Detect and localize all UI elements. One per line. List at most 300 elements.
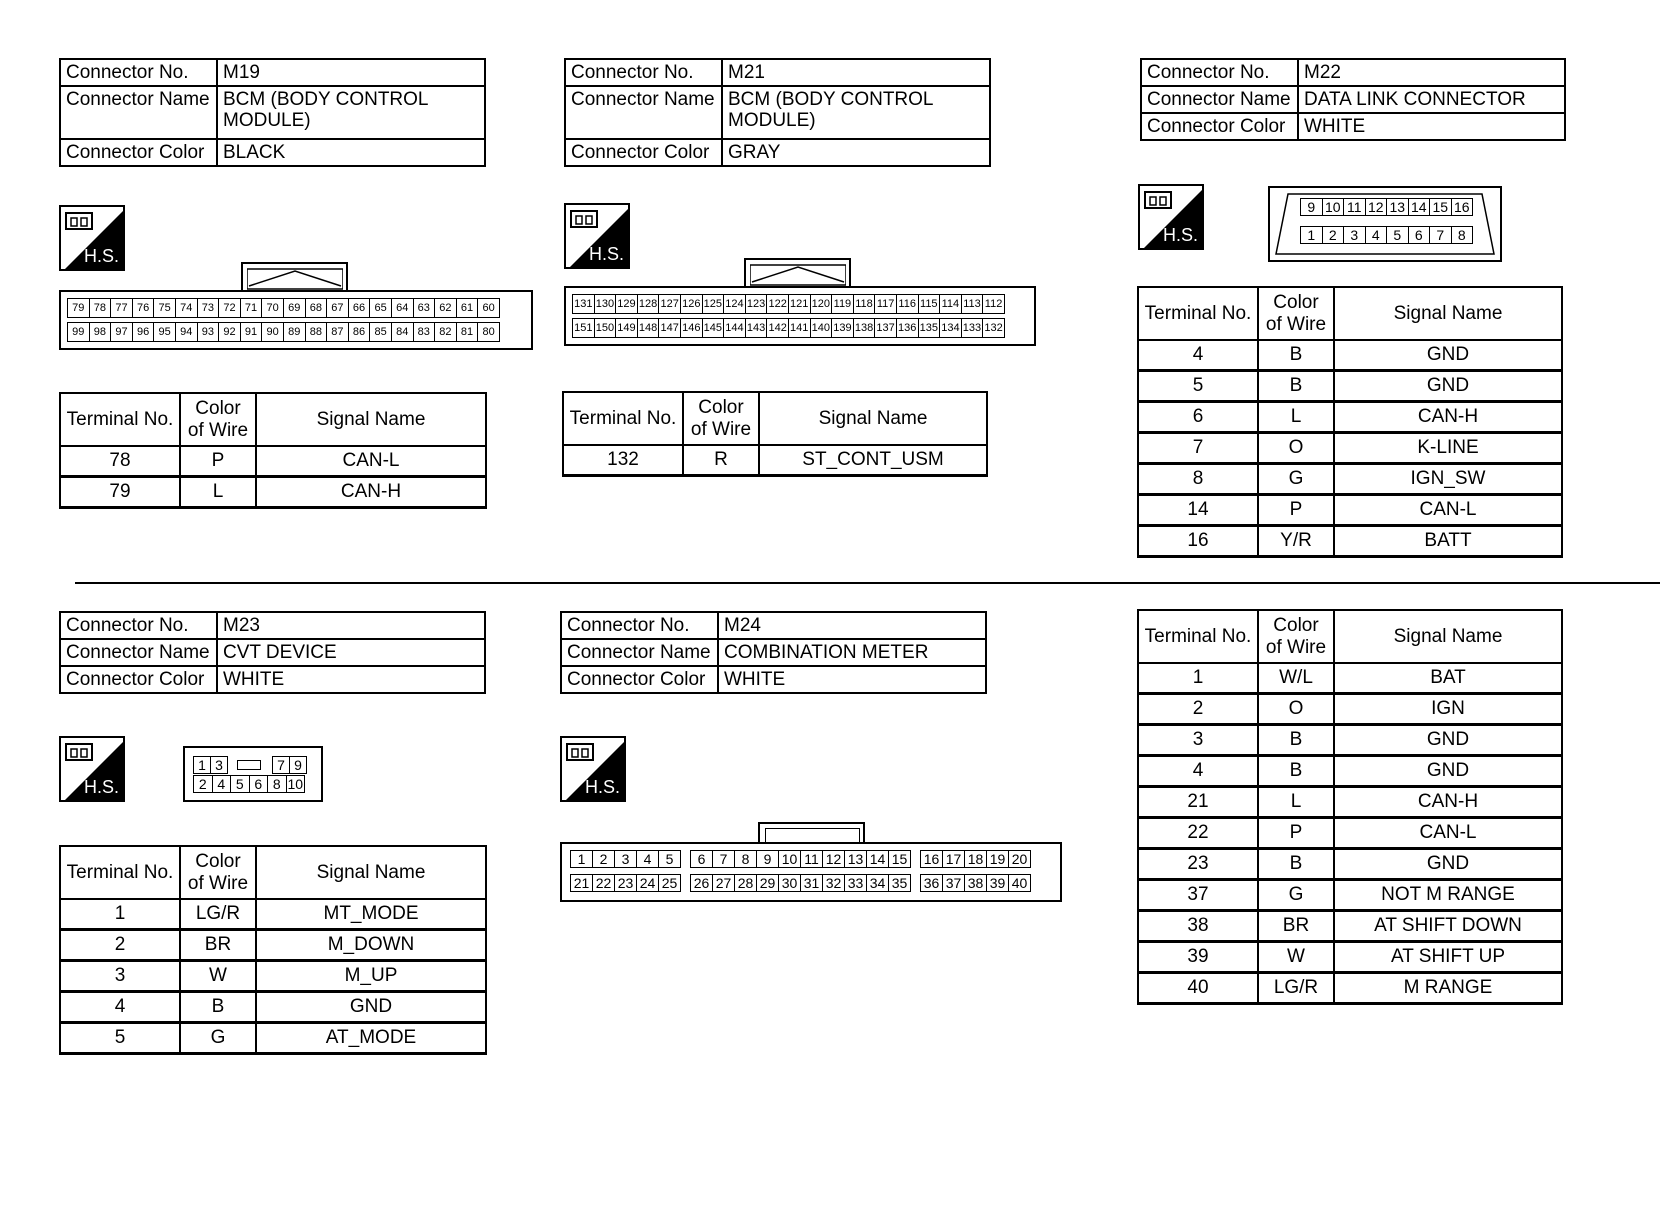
pin: 13 [1386,198,1409,216]
table-row [60,1023,486,1054]
pin: 120 [810,294,833,314]
pin: 116 [896,294,919,314]
signal-name-cell: M RANGE [1334,973,1562,1004]
terminal-no-cell: 39 [1138,942,1258,973]
wire-color-cell: LG/R [180,899,256,930]
pin: 78 [89,298,112,318]
terminal-no-cell: 132 [563,445,683,476]
connector-color-label: Connector Color [60,139,217,166]
pin: 139 [831,318,854,338]
pin: 94 [175,322,198,342]
table-row [1138,725,1562,756]
connector-color-value: BLACK [217,139,485,166]
table-row [1138,787,1562,818]
pin: 86 [348,322,371,342]
wire-color-cell: L [1258,402,1334,433]
harness-side-icon [560,736,626,802]
wire-color-cell: B [1258,340,1334,371]
pin: 149 [615,318,638,338]
connector-name-label: Connector Name [1141,86,1298,113]
pin: 37 [942,874,965,892]
harness-side-icon [59,205,125,271]
pin: 119 [831,294,854,314]
table-row [1138,402,1562,433]
table-row [1138,849,1562,880]
pin: 7 [712,850,735,868]
pin: 5 [230,775,250,793]
signal-name-cell: CAN-H [1334,787,1562,818]
table-row [1138,911,1562,942]
pin: 145 [702,318,725,338]
terminal-no-cell: 4 [1138,756,1258,787]
pin: 61 [456,298,479,318]
terminal-no-cell: 6 [1138,402,1258,433]
pin: 90 [261,322,284,342]
pin: 64 [391,298,414,318]
pin: 11 [800,850,823,868]
wire-color-cell: G [180,1023,256,1054]
connector-color-label: Connector Color [561,666,718,693]
table-row [60,992,486,1023]
connector-name-value: COMBINATION METER [718,639,986,666]
pin: 36 [920,874,943,892]
connector-info-m23 [59,611,486,694]
table-row [1138,340,1562,371]
pin: 135 [918,318,941,338]
pin: 19 [986,850,1009,868]
pin: 138 [853,318,876,338]
wire-color-cell: G [1258,880,1334,911]
wire-color-cell: BR [1258,911,1334,942]
pin: 23 [614,874,637,892]
signal-name-header: Signal Name [759,392,987,445]
connector-info-m19 [59,58,486,167]
pin: 88 [305,322,328,342]
table-row [1138,942,1562,973]
signal-name-cell: M_UP [256,961,486,992]
pin-row-bottom [570,874,1030,892]
pin: 83 [413,322,436,342]
pin: 115 [918,294,941,314]
wire-color-cell: W/L [1258,663,1334,694]
signal-name-cell: M_DOWN [256,930,486,961]
table-row [1138,464,1562,495]
connector-no-label: Connector No. [60,59,217,86]
signal-name-cell: GND [1334,340,1562,371]
pin: 9 [756,850,779,868]
pin: 25 [658,874,681,892]
pin: 10 [1322,198,1345,216]
signal-name-cell: MT_MODE [256,899,486,930]
pin: 124 [723,294,746,314]
wire-color-cell: BR [180,930,256,961]
pin: 74 [175,298,198,318]
pin: 146 [680,318,703,338]
terminal-no-cell: 38 [1138,911,1258,942]
wire-color-cell: O [1258,433,1334,464]
pin: 11 [1343,198,1366,216]
wire-color-cell: B [1258,756,1334,787]
pin-row-top [193,756,306,774]
pin: 3 [1343,226,1366,244]
pin: 9 [1300,198,1323,216]
table-row [1138,694,1562,725]
pin: 18 [964,850,987,868]
pin: 72 [218,298,241,318]
pin: 81 [456,322,479,342]
pin: 87 [326,322,349,342]
terminal-table-m21 [562,391,988,477]
pin: 17 [942,850,965,868]
table-row [60,961,486,992]
pin: 148 [637,318,660,338]
pin: 70 [261,298,284,318]
pin: 137 [874,318,897,338]
pin: 118 [853,294,876,314]
terminal-no-cell: 23 [1138,849,1258,880]
pin: 68 [305,298,328,318]
connector-no-label: Connector No. [561,612,718,639]
pin: 29 [756,874,779,892]
pin: 85 [369,322,392,342]
signal-name-cell: GND [1334,371,1562,402]
signal-name-cell: AT_MODE [256,1023,486,1054]
connector-color-value: GRAY [722,139,990,166]
pin: 150 [594,318,617,338]
harness-side-icon [59,736,125,802]
pin: 142 [766,318,789,338]
pin: 5 [1386,226,1409,244]
wire-color-cell: Y/R [1258,526,1334,557]
terminal-no-header: Terminal No. [60,846,180,899]
signal-name-cell: NOT M RANGE [1334,880,1562,911]
pin: 6 [690,850,713,868]
pin: 28 [734,874,757,892]
section-divider [75,582,1660,584]
connector-no-value: M24 [718,612,986,639]
connector-info-m24 [560,611,987,694]
terminal-table-m23 [59,845,487,1055]
table-row [1138,880,1562,911]
table-row [60,446,486,477]
wire-color-cell: L [180,477,256,508]
pin: 9 [289,756,307,774]
wire-color-cell: G [1258,464,1334,495]
connector-name-label: Connector Name [561,639,718,666]
pin: 20 [1008,850,1031,868]
pin: 98 [89,322,112,342]
pin: 93 [197,322,220,342]
connector-no-value: M23 [217,612,485,639]
terminal-no-cell: 4 [1138,340,1258,371]
connector-color-value: WHITE [217,666,485,693]
table-row [1138,663,1562,694]
terminal-no-cell: 21 [1138,787,1258,818]
terminal-no-cell: 40 [1138,973,1258,1004]
signal-name-cell: GND [256,992,486,1023]
pin: 8 [734,850,757,868]
harness-side-icon [564,203,630,269]
table-row [1138,495,1562,526]
terminal-no-cell: 37 [1138,880,1258,911]
signal-name-header: Signal Name [1334,287,1562,340]
table-row [60,899,486,930]
pin: 77 [110,298,133,318]
connector-no-value: M21 [722,59,990,86]
terminal-no-cell: 8 [1138,464,1258,495]
pin-row-top [1300,198,1472,216]
terminal-no-header: Terminal No. [60,393,180,446]
pin-row-top [67,298,499,318]
pin: 4 [1365,226,1388,244]
table-row [60,477,486,508]
pin: 62 [434,298,457,318]
pin: 39 [986,874,1009,892]
pin: 130 [594,294,617,314]
terminal-no-cell: 7 [1138,433,1258,464]
signal-name-cell: CAN-L [1334,495,1562,526]
pin: 2 [592,850,615,868]
pin: 12 [1365,198,1388,216]
pin: 30 [778,874,801,892]
wire-color-cell: W [1258,942,1334,973]
terminal-no-header: Terminal No. [563,392,683,445]
pin: 3 [210,756,228,774]
pin: 80 [477,322,500,342]
table-row [60,930,486,961]
pin: 140 [810,318,833,338]
pin: 65 [369,298,392,318]
table-row [1138,756,1562,787]
connector-color-value: WHITE [1298,113,1565,140]
signal-name-header: Signal Name [256,393,486,446]
pin: 143 [745,318,768,338]
terminal-no-cell: 16 [1138,526,1258,557]
pin: 67 [326,298,349,318]
connector-name-label: Connector Name [60,639,217,666]
table-row [1138,973,1562,1004]
hs-label: H.S. [1162,225,1198,245]
pin: 123 [745,294,768,314]
table-row [1138,433,1562,464]
pin: 96 [132,322,155,342]
wire-color-header: Color of Wire [683,392,759,445]
pin: 22 [592,874,615,892]
connector-no-label: Connector No. [60,612,217,639]
terminal-no-cell: 1 [1138,663,1258,694]
pin: 82 [434,322,457,342]
connector-no-label: Connector No. [1141,59,1298,86]
wire-color-cell: W [180,961,256,992]
pin: 112 [982,294,1005,314]
hs-label: H.S. [83,777,119,797]
wire-color-header: Color of Wire [1258,287,1334,340]
pin: 147 [658,318,681,338]
wire-color-header: Color of Wire [1258,610,1334,663]
wire-color-cell: R [683,445,759,476]
pin-row-top [572,294,1004,314]
wire-color-cell: P [180,446,256,477]
pin: 2 [193,775,213,793]
pin-row-bottom [1300,226,1472,244]
connector-no-value: M19 [217,59,485,86]
connector-color-value: WHITE [718,666,986,693]
connector-info-m21 [564,58,991,167]
signal-name-cell: GND [1334,756,1562,787]
wire-color-cell: O [1258,694,1334,725]
pin: 7 [1429,226,1452,244]
connector-name-label: Connector Name [565,86,722,139]
pin: 92 [218,322,241,342]
pin: 129 [615,294,638,314]
signal-name-cell: BATT [1334,526,1562,557]
pin: 2 [1322,226,1345,244]
pin: 15 [1429,198,1452,216]
signal-name-header: Signal Name [1334,610,1562,663]
terminal-table-m24 [1137,609,1563,1005]
pin: 12 [822,850,845,868]
connector-no-label: Connector No. [565,59,722,86]
pin-row-bottom [572,318,1004,338]
signal-name-cell: AT SHIFT UP [1334,942,1562,973]
signal-name-cell: GND [1334,725,1562,756]
pin: 1 [193,756,211,774]
terminal-no-cell: 3 [60,961,180,992]
pin: 117 [874,294,897,314]
hs-label: H.S. [588,244,624,264]
terminal-no-cell: 5 [60,1023,180,1054]
pin: 4 [636,850,659,868]
pin: 34 [866,874,889,892]
wire-color-cell: B [180,992,256,1023]
signal-name-cell: K-LINE [1334,433,1562,464]
pin: 75 [153,298,176,318]
pin: 21 [570,874,593,892]
terminal-no-cell: 78 [60,446,180,477]
pin: 1 [570,850,593,868]
terminal-no-cell: 5 [1138,371,1258,402]
connector-name-value: CVT DEVICE [217,639,485,666]
pin: 76 [132,298,155,318]
connector-name-value: BCM (BODY CONTROL MODULE) [722,86,990,139]
pin: 35 [888,874,911,892]
pin: 132 [982,318,1005,338]
pin: 141 [788,318,811,338]
signal-name-cell: CAN-L [1334,818,1562,849]
pin: 97 [110,322,133,342]
connector-name-value: BCM (BODY CONTROL MODULE) [217,86,485,139]
pin: 31 [800,874,823,892]
signal-name-cell: ST_CONT_USM [759,445,987,476]
pin: 126 [680,294,703,314]
pin-row-bottom [67,322,499,342]
signal-name-cell: IGN_SW [1334,464,1562,495]
pin: 79 [67,298,90,318]
pin: 127 [658,294,681,314]
pin: 8 [1451,226,1474,244]
pin: 6 [1408,226,1431,244]
terminal-no-cell: 4 [60,992,180,1023]
connector-name-value: DATA LINK CONNECTOR [1298,86,1565,113]
pin: 71 [240,298,263,318]
pin: 122 [766,294,789,314]
pin: 136 [896,318,919,338]
pin: 38 [964,874,987,892]
terminal-no-cell: 2 [60,930,180,961]
connector-name-label: Connector Name [60,86,217,139]
terminal-no-header: Terminal No. [1138,287,1258,340]
table-row [563,445,987,476]
wire-color-header: Color of Wire [180,846,256,899]
terminal-no-cell: 3 [1138,725,1258,756]
pin: 33 [844,874,867,892]
wire-color-header: Color of Wire [180,393,256,446]
pin: 16 [1451,198,1474,216]
pin: 8 [267,775,287,793]
pin: 73 [197,298,220,318]
terminal-no-header: Terminal No. [1138,610,1258,663]
pin: 84 [391,322,414,342]
pin: 60 [477,298,500,318]
wire-color-cell: B [1258,371,1334,402]
pin: 113 [961,294,984,314]
pin: 7 [272,756,290,774]
terminal-table-m22 [1137,286,1563,558]
wire-color-cell: B [1258,725,1334,756]
signal-name-cell: BAT [1334,663,1562,694]
pin: 5 [658,850,681,868]
terminal-no-cell: 2 [1138,694,1258,725]
pin: 121 [788,294,811,314]
pin: 131 [572,294,595,314]
table-row [1138,818,1562,849]
pin: 144 [723,318,746,338]
pin: 26 [690,874,713,892]
terminal-no-cell: 14 [1138,495,1258,526]
pin: 114 [939,294,962,314]
pin-row-bottom [193,775,304,793]
wire-color-cell: B [1258,849,1334,880]
wire-color-cell: P [1258,495,1334,526]
pin: 1 [1300,226,1323,244]
signal-name-cell: AT SHIFT DOWN [1334,911,1562,942]
pin: 13 [844,850,867,868]
pin: 27 [712,874,735,892]
wire-color-cell: L [1258,787,1334,818]
pin: 99 [67,322,90,342]
harness-side-icon [1138,184,1204,250]
pin: 63 [413,298,436,318]
pin: 32 [822,874,845,892]
table-row [1138,526,1562,557]
connector-info-m22 [1140,58,1566,141]
signal-name-cell: CAN-H [1334,402,1562,433]
pin: 134 [939,318,962,338]
pin: 4 [212,775,232,793]
pin: 133 [961,318,984,338]
connector-no-value: M22 [1298,59,1565,86]
hs-label: H.S. [83,246,119,266]
signal-name-cell: GND [1334,849,1562,880]
pin: 89 [283,322,306,342]
pin: 91 [240,322,263,342]
wire-color-cell: P [1258,818,1334,849]
pin: 95 [153,322,176,342]
signal-name-cell: CAN-H [256,477,486,508]
pin: 10 [778,850,801,868]
connector-color-label: Connector Color [60,666,217,693]
terminal-table-m19 [59,392,487,509]
